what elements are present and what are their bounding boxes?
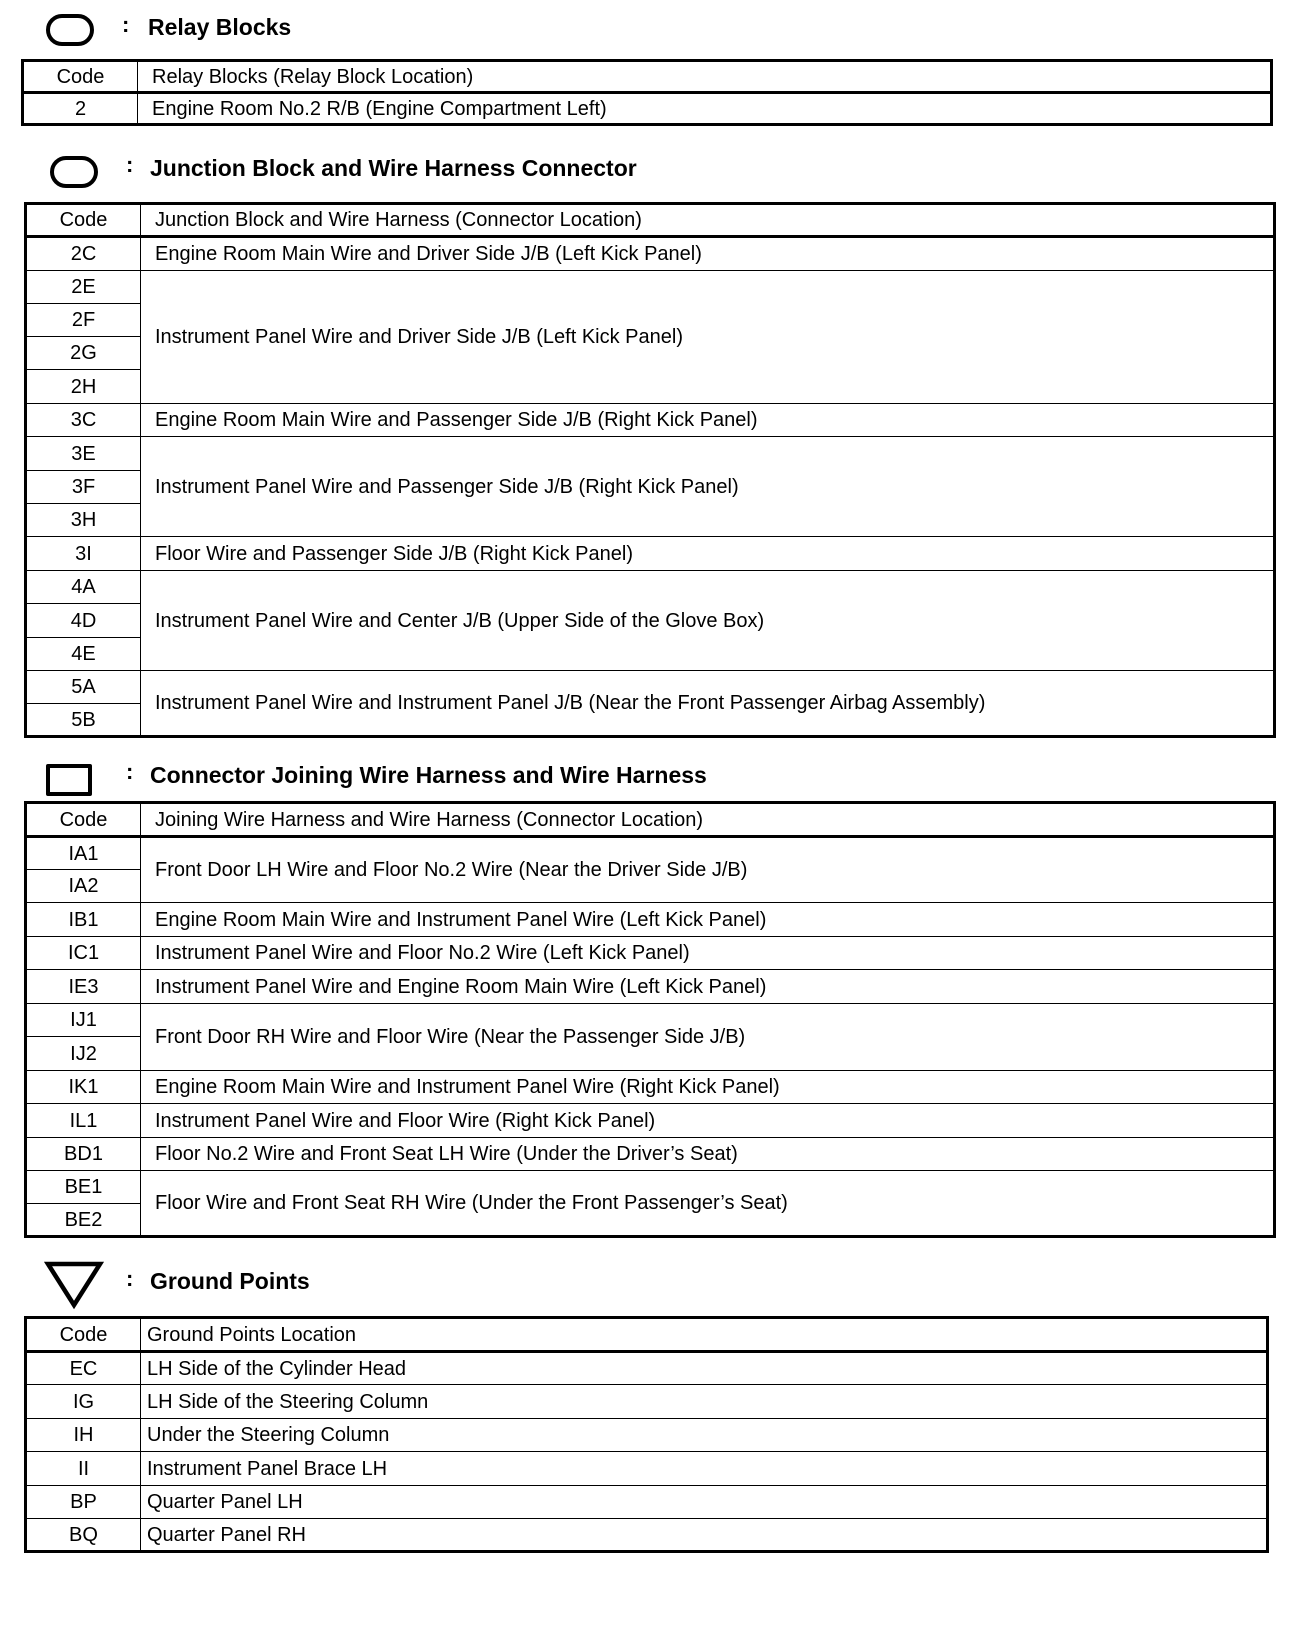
code-cell: 2G (26, 337, 141, 370)
table-row (26, 404, 1275, 437)
location-cell: Engine Room Main Wire and Driver Side J/B (Left Kick Panel) (141, 237, 1275, 271)
code-cell: 2H (26, 370, 141, 404)
relay-block-oval-icon (46, 14, 94, 46)
code-cell: 4E (26, 638, 141, 671)
connector-title: Connector Joining Wire Harness and Wire Harness (150, 762, 707, 788)
header-desc-cell: Ground Points Location (141, 1318, 1268, 1352)
code-cell: 2F (26, 304, 141, 337)
code-cell: BP (26, 1486, 141, 1519)
location-cell: Engine Room Main Wire and Instrument Panel Wire (Left Kick Panel) (141, 903, 1275, 937)
ground-triangle-icon (44, 1260, 104, 1310)
location-cell: Engine Room No.2 R/B (Engine Compartment Left) (138, 93, 1272, 125)
table-row (26, 970, 1275, 1004)
location-cell: Floor Wire and Front Seat RH Wire (Under the Front Passenger’s Seat) (141, 1171, 1275, 1237)
code-cell: 3E (26, 437, 141, 471)
junction-block-title: Junction Block and Wire Harness Connector (150, 155, 637, 181)
table-row (26, 903, 1275, 937)
location-cell: Quarter Panel LH (141, 1486, 1268, 1519)
code-cell: IC1 (26, 937, 141, 970)
relay-blocks-title: Relay Blocks (148, 14, 292, 40)
table-row (26, 437, 1275, 471)
connector-table (24, 801, 1276, 1238)
location-cell: Instrument Panel Wire and Instrument Panel J/B (Near the Front Passenger Airbag Assembly) (141, 671, 1275, 737)
table-row (26, 1419, 1268, 1452)
table-row (26, 1071, 1275, 1104)
code-cell: 3F (26, 471, 141, 504)
code-cell: EC (26, 1352, 141, 1385)
code-cell: 4A (26, 571, 141, 604)
location-cell: Front Door LH Wire and Floor No.2 Wire (Near the Driver Side J/B) (141, 837, 1275, 903)
code-cell: 3I (26, 537, 141, 571)
location-cell: Instrument Panel Wire and Floor Wire (Right Kick Panel) (141, 1104, 1275, 1138)
location-cell: Instrument Panel Wire and Passenger Side J/B (Right Kick Panel) (141, 437, 1275, 537)
code-cell: BE1 (26, 1171, 141, 1204)
code-cell: 2 (23, 93, 138, 125)
connector-colon: : (126, 759, 134, 784)
junction-block-oval-icon (50, 156, 98, 188)
code-cell: 2E (26, 271, 141, 304)
table-row (26, 1004, 1275, 1037)
table-row (26, 571, 1275, 604)
table-row (26, 1352, 1268, 1385)
table-row (26, 837, 1275, 870)
location-cell: Quarter Panel RH (141, 1519, 1268, 1552)
header-desc-cell: Junction Block and Wire Harness (Connector Location) (141, 204, 1275, 237)
location-cell: LH Side of the Steering Column (141, 1385, 1268, 1419)
code-cell: 4D (26, 604, 141, 638)
junction-header-row (26, 204, 1275, 237)
location-cell: Front Door RH Wire and Floor Wire (Near the Passenger Side J/B) (141, 1004, 1275, 1071)
table-row (26, 1452, 1268, 1486)
table-row (26, 1519, 1268, 1552)
location-cell: Floor Wire and Passenger Side J/B (Right Kick Panel) (141, 537, 1275, 571)
header-desc-cell: Joining Wire Harness and Wire Harness (Connector Location) (141, 803, 1275, 837)
table-row (26, 1138, 1275, 1171)
junction-block-colon: : (126, 152, 134, 177)
table-row (26, 937, 1275, 970)
location-cell: Instrument Panel Wire and Engine Room Main Wire (Left Kick Panel) (141, 970, 1275, 1004)
location-cell: Floor No.2 Wire and Front Seat LH Wire (Under the Driver’s Seat) (141, 1138, 1275, 1171)
table-row (23, 93, 1272, 125)
code-cell: 3H (26, 504, 141, 537)
ground-points-title: Ground Points (150, 1268, 310, 1294)
table-row (26, 271, 1275, 304)
code-cell: 3C (26, 404, 141, 437)
code-cell: IJ2 (26, 1037, 141, 1071)
relay-header-row (23, 61, 1272, 93)
table-row (26, 671, 1275, 704)
code-cell: IG (26, 1385, 141, 1419)
code-cell: IA1 (26, 837, 141, 870)
code-cell: IL1 (26, 1104, 141, 1138)
location-cell: Under the Steering Column (141, 1419, 1268, 1452)
code-cell: BE2 (26, 1204, 141, 1237)
code-cell: IA2 (26, 870, 141, 903)
table-row (26, 237, 1275, 271)
table-row (26, 537, 1275, 571)
code-cell: IJ1 (26, 1004, 141, 1037)
relay-blocks-table (21, 59, 1273, 126)
code-cell: II (26, 1452, 141, 1486)
ground-points-table (24, 1316, 1269, 1553)
code-cell: IE3 (26, 970, 141, 1004)
location-cell: Engine Room Main Wire and Instrument Panel Wire (Right Kick Panel) (141, 1071, 1275, 1104)
table-row (26, 1486, 1268, 1519)
table-row (26, 1104, 1275, 1138)
connector-header-row (26, 803, 1275, 837)
header-code-cell: Code (26, 1318, 141, 1352)
location-cell: Instrument Panel Wire and Center J/B (Upper Side of the Glove Box) (141, 571, 1275, 671)
location-cell: Instrument Panel Brace LH (141, 1452, 1268, 1486)
ground-points-colon: : (126, 1266, 134, 1291)
header-code-cell: Code (26, 803, 141, 837)
table-row (26, 1171, 1275, 1204)
location-cell: Instrument Panel Wire and Floor No.2 Wire (Left Kick Panel) (141, 937, 1275, 970)
header-desc-cell: Relay Blocks (Relay Block Location) (138, 61, 1272, 93)
code-cell: 2C (26, 237, 141, 271)
code-cell: 5A (26, 671, 141, 704)
table-row (26, 1385, 1268, 1419)
header-code-cell: Code (26, 204, 141, 237)
code-cell: IH (26, 1419, 141, 1452)
location-cell: Engine Room Main Wire and Passenger Side J/B (Right Kick Panel) (141, 404, 1275, 437)
code-cell: IB1 (26, 903, 141, 937)
code-cell: BD1 (26, 1138, 141, 1171)
location-cell: Instrument Panel Wire and Driver Side J/B (Left Kick Panel) (141, 271, 1275, 404)
relay-blocks-colon: : (122, 12, 130, 37)
connector-rectangle-icon (46, 764, 92, 796)
code-cell: 5B (26, 704, 141, 737)
code-cell: IK1 (26, 1071, 141, 1104)
ground-header-row (26, 1318, 1268, 1352)
code-cell: BQ (26, 1519, 141, 1552)
header-code-cell: Code (23, 61, 138, 93)
location-cell: LH Side of the Cylinder Head (141, 1352, 1268, 1385)
junction-block-table (24, 202, 1276, 738)
